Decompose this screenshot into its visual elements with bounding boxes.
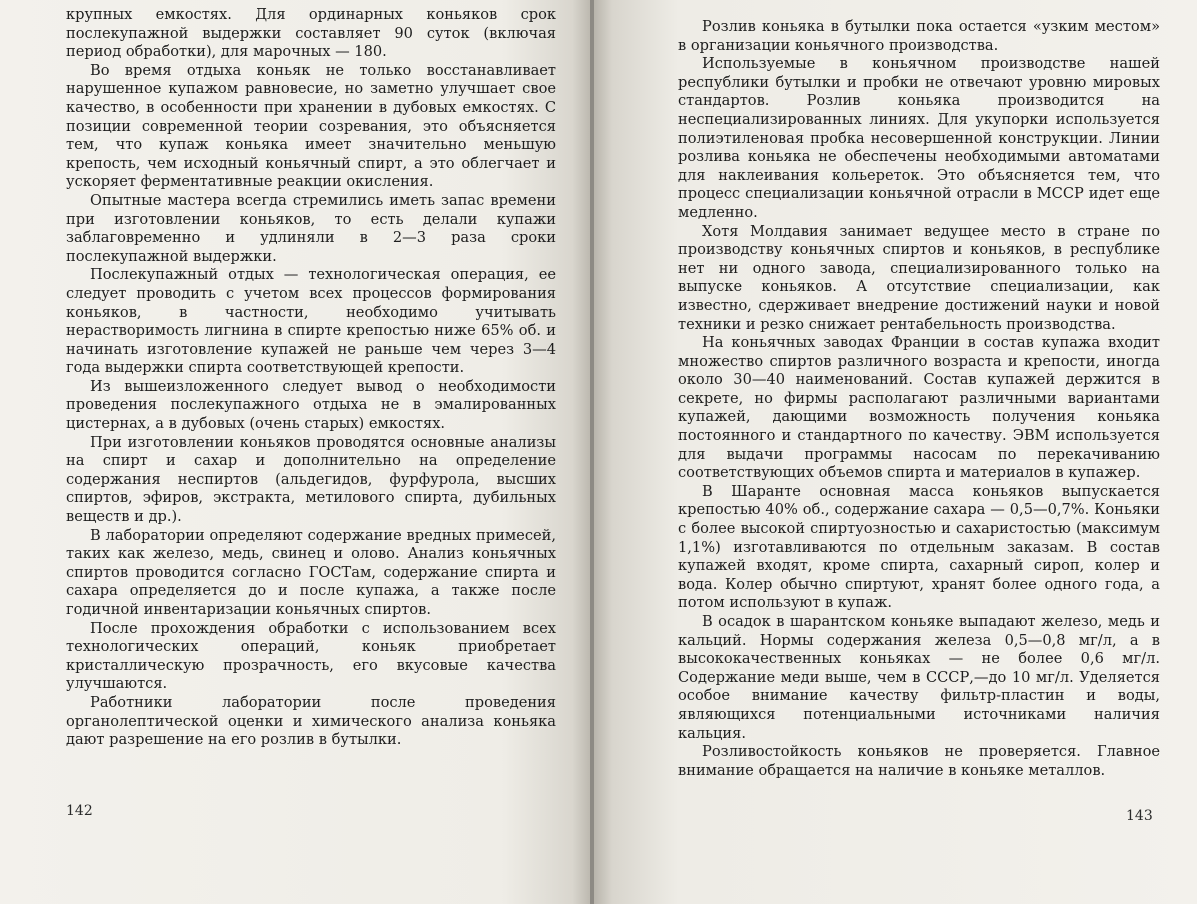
page-number-left: 142 [66,803,93,819]
left-page-text [66,6,556,750]
paragraph: После прохождения обработки с использованием всех технологических операций, коньяк приобретает кристаллическую прозрачность, его вкусовые качества улучшаются. [66,619,556,693]
paragraph: На коньячных заводах Франции в состав купажа входит множество спиртов различного возраста и крепости, иногда около 30—40 наименований. Состав купажей держится в секрете, но фирмы располагают различными вариантами купажей, дающими возможность получения коньяка постоянного и стандартного по качеству. ЭВМ используется для выдачи программы насосам по перекачиванию соответствующих объемов спирта и материалов в купажер. [678,334,1160,482]
page-number-right: 143 [1126,808,1153,824]
left-page [0,0,590,904]
paragraph: В Шаранте основная масса коньяков выпускается крепостью 40% об., содержание сахара — 0,5—0,7%. Коньяки с более высокой спиртуозностью и сахаристостью (максимум 1,1%) изготавливаются по отдельным заказам. В состав купажей входят, кроме спирта, сахарный сироп, колер и вода. Колер обычно спиртуют, хранят более одного года, а потом используют в купаж. [678,482,1160,612]
paragraph: Работники лаборатории после проведения органолептической оценки и химического анализа коньяка дают разрешение на его розлив в бутылки. [66,693,556,749]
paragraph: Во время отдыха коньяк не только восстанавливает нарушенное купажом равновесие, но заметно улучшает свое качество, в особенности при хранении в дубовых емкостях. С позиции современной теории созревания, это объясняется тем, что купаж коньяка имеет значительно меньшую крепость, чем исходный коньячный спирт, а это облегчает и ускоряет ферментативные реакции окисления. [66,61,556,191]
paragraph: Используемые в коньячном производстве нашей республики бутылки и пробки не отвечают уровню мировых стандартов. Розлив коньяка производится на неспециализированных линиях. Для укупорки используется полиэтиленовая пробка несовершенной конструкции. Линии розлива коньяка не обеспечены необходимыми автоматами для наклеивания кольереток. Это объясняется тем, что процесс специализации коньячной отрасли в МССР идет еще медленно. [678,55,1160,221]
paragraph: Розлив коньяка в бутылки пока остается «узким местом» в организации коньячного производства. [678,18,1160,54]
right-page [594,0,1197,904]
paragraph: Хотя Молдавия занимает ведущее место в стране по производству коньячных спиртов и коньяков, в республике нет ни одного завода, специализированного только на выпуске коньяков. А отсутствие специализации, как известно, сдерживает внедрение достижений науки и новой техники и резко снижает рентабельность производства. [678,222,1160,333]
paragraph: Послекупажный отдых — технологическая операция, ее следует проводить с учетом всех процессов формирования коньяков, в частности, необходимо учитывать нерастворимость лигнина в спирте крепостью ниже 65% об. и начинать изготовление купажей не раньше чем через 3—4 года выдержки спирта соответствующей крепости. [66,266,556,377]
paragraph: В осадок в шарантском коньяке выпадают железо, медь и кальций. Нормы содержания железа 0,5—0,8 мг/л, а в высококачественных коньяках — не более 0,6 мг/л. Содержание меди выше, чем в СССР,—до 10 мг/л. Уделяется особое внимание качеству фильтр-пластин и воды, являющихся потенциальными источниками наличия кальция. [678,613,1160,742]
paragraph: В лаборатории определяют содержание вредных примесей, таких как железо, медь, свинец и олово. Анализ коньячных спиртов проводится согласно ГОСТам, содержание спирта и сахара определяется до и после купажа, а также после годичной инвентаризации коньячных спиртов. [66,526,556,618]
paragraph: При изготовлении коньяков проводятся основные анализы на спирт и сахар и дополнительно на определение содержания неспиртов (альдегидов, фурфурола, высших спиртов, эфиров, экстракта, метилового спирта, дубильных веществ и др.). [66,433,556,526]
right-page-text [678,18,1160,780]
paragraph: Розливостойкость коньяков не проверяется. Главное внимание обращается на наличие в коньяке металлов. [678,743,1160,779]
paragraph: крупных емкостях. Для ординарных коньяков срок послекупажной выдержки составляет 90 суток (включая период обработки), для марочных — 180. [66,6,556,61]
paragraph: Опытные мастера всегда стремились иметь запас времени при изготовлении коньяков, то есть делали купажи заблаговременно и удлиняли в 2—3 раза сроки послекупажной выдержки. [66,191,556,265]
paragraph: Из вышеизложенного следует вывод о необходимости проведения послекупажного отдыха не в эмалированных цистернах, а в дубовых (очень старых) емкостях. [66,377,556,433]
